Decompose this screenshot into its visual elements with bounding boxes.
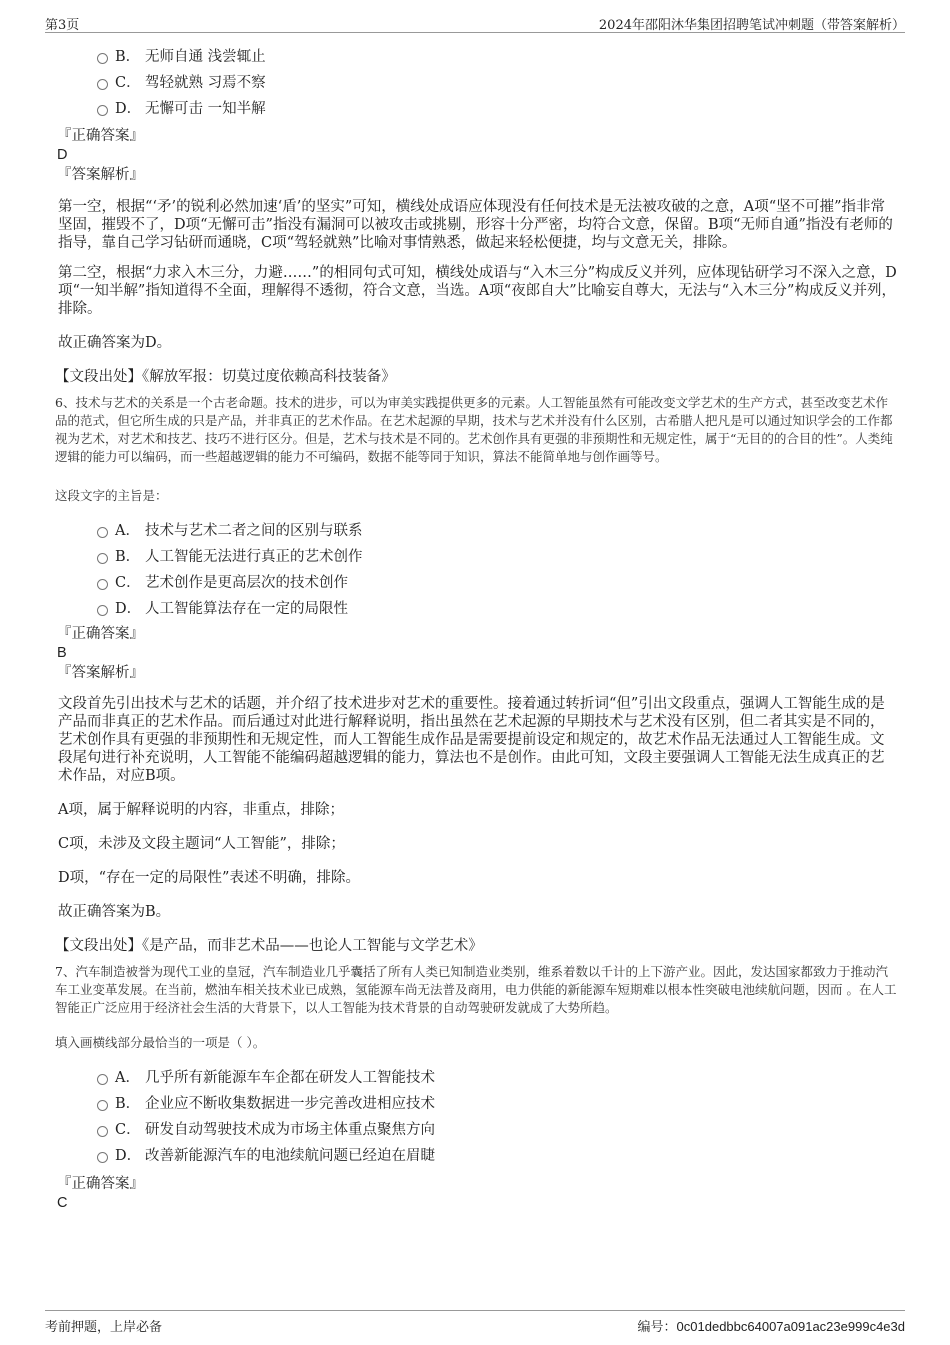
- option-a[interactable]: A． 技术与艺术二者之间的区别与联系: [97, 518, 897, 544]
- radio-icon[interactable]: [97, 527, 108, 538]
- option-c[interactable]: C． 驾轻就熟 习焉不察: [97, 70, 897, 96]
- question-text: 6、技术与艺术的关系是一个古老命题。技术的进步，可以为审美实践提供更多的元素。人工智能虽然有可能改变文学艺术的生产方式，甚至改变艺术作品的范式，但它所生成的只是产品，并非真正的艺术作品。在艺术起源的早期，技术与艺术并没有什么区别，古希腊人把凡是可以通过知识学会的工作都视为艺术，对艺术和技艺、技巧不进行区分。但是，艺术与技术是不同的。艺术创作具有更强的非预期性和无规定性，属于“无目的的合目的性”。人类纯逻辑的能力可以编码，而一些超越逻辑的能力不可编码，数据不能等同于知识，算法不能简单地与创作画等号。: [55, 395, 893, 464]
- code-value: 0c01dedbbc64007a091ac23e999c4e3d: [676, 1319, 905, 1334]
- analysis-paragraph: 文段首先引出技术与艺术的话题，并介绍了技术进步对艺术的重要性。接着通过转折词“但”引出文段重点，强调人工智能生成的是产品而非真正的艺术作品。而后通过对此进行解释说明，指出虽然在艺术起源的早期技术与艺术没有区别，但二者其实是不同的，艺术创作具有更强的非预期性和无规定性，而人工智能生成作品是需要提前设定和规定的，故艺术作品无法通过人工智能生成。文段尾句进行补充说明，人工智能不能编码超越逻辑的能力，算法也不是创作。由此可知，文段主要强调人工智能无法生成真正的艺术作品，对应B项。: [58, 696, 885, 784]
- q5-options: [55, 44, 897, 122]
- answer-label: 『正确答案』: [57, 626, 144, 642]
- question-text: 7、汽车制造被誉为现代工业的皇冠，汽车制造业几乎囊括了所有人类已知制造业类别，维系着数以千计的上下游产业。因此，发达国家都致力于推动汽车工业变革发展。在当前，燃油车相关技术业已成熟，氢能源车尚无法普及商用，电力供能的新能源车短期难以根本性突破电池续航问题，因而 。在人工智能正广泛应用于经济社会生活的大背景下，以人工智能为技术背景的自动驾驶研发就成了大势所趋。: [55, 964, 897, 1015]
- code-label: 编号：: [637, 1320, 677, 1335]
- option-b[interactable]: B． 人工智能无法进行真正的艺术创作: [97, 544, 897, 570]
- answer-value: B: [57, 645, 67, 661]
- document-title: 2024年邵阳沐华集团招聘笔试冲刺题（带答案解析）: [598, 18, 905, 33]
- option-d[interactable]: D． 改善新能源汽车的电池续航问题已经迫在眉睫: [97, 1143, 897, 1169]
- document-code: [638, 1316, 905, 1335]
- radio-icon[interactable]: [97, 553, 108, 564]
- page-header: [45, 12, 905, 33]
- radio-icon[interactable]: [97, 1126, 108, 1137]
- analysis-label: 『答案解析』: [57, 665, 144, 681]
- q6-options: [55, 518, 897, 622]
- analysis-label: 『答案解析』: [57, 167, 144, 183]
- q7-options: [55, 1065, 897, 1169]
- radio-icon[interactable]: [97, 1074, 108, 1085]
- answer-value: D: [57, 147, 68, 163]
- analysis-conclusion: 故正确答案为B。: [58, 904, 171, 920]
- radio-icon[interactable]: [97, 1100, 108, 1111]
- question-prompt: 填入画横线部分最恰当的一项是（ ）。: [55, 1035, 266, 1050]
- page-number: 第3页: [45, 18, 80, 33]
- page-content: [55, 44, 897, 1212]
- page-footer: [45, 1310, 905, 1335]
- question-prompt: 这段文字的主旨是：: [55, 488, 168, 503]
- radio-icon[interactable]: [97, 79, 108, 90]
- analysis-conclusion: 故正确答案为D。: [58, 335, 172, 351]
- analysis-paragraph: 第一空，根据“‘矛’的锐利必然加速‘盾’的坚实”可知，横线处成语应体现没有任何技术是无法被攻破的之意，A项“坚不可摧”指非常坚固，摧毁不了，D项“无懈可击”指没有漏洞可以被攻击或挑剔，形容十分严密，均符合文意，保留。B项“无师自通”指没有老师的指导，靠自己学习钻研而通晓，C项“驾轻就熟”比喻对事情熟悉，做起来轻松便捷，均与文意无关，排除。: [58, 199, 893, 251]
- answer-label: 『正确答案』: [57, 128, 144, 144]
- option-d[interactable]: D． 人工智能算法存在一定的局限性: [97, 596, 897, 622]
- source-citation: 【文段出处】《解放军报：切莫过度依赖高科技装备》: [55, 369, 396, 385]
- option-a[interactable]: A． 几乎所有新能源车车企都在研发人工智能技术: [97, 1065, 897, 1091]
- source-citation: 【文段出处】《是产品，而非艺术品——也论人工智能与文学艺术》: [55, 938, 483, 954]
- option-d[interactable]: D． 无懈可击 一知半解: [97, 96, 897, 122]
- analysis-paragraph: 第二空，根据“力求入木三分，力避……”的相同句式可知，横线处成语与“入木三分”构成反义并列，应体现钻研学习不深入之意，D项“一知半解”指知道得不全面，理解得不透彻，符合文意，当选。A项“夜郎自大”比喻妄自尊大，无法与“入木三分”构成反义并列，排除。: [58, 265, 897, 317]
- analysis-point: A项，属于解释说明的内容，非重点，排除；: [58, 802, 344, 818]
- analysis-point: C项，未涉及文段主题词“人工智能”，排除；: [58, 836, 345, 852]
- option-b[interactable]: B． 企业应不断收集数据进一步完善改进相应技术: [97, 1091, 897, 1117]
- answer-value: C: [57, 1195, 68, 1211]
- radio-icon[interactable]: [97, 605, 108, 616]
- answer-label: 『正确答案』: [57, 1176, 144, 1192]
- radio-icon[interactable]: [97, 53, 108, 64]
- analysis-point: D项，“存在一定的局限性”表述不明确，排除。: [58, 870, 360, 886]
- footer-slogan: 考前押题，上岸必备: [45, 1320, 163, 1335]
- radio-icon[interactable]: [97, 579, 108, 590]
- radio-icon[interactable]: [97, 1152, 108, 1163]
- option-b[interactable]: B． 无师自通 浅尝辄止: [97, 44, 897, 70]
- option-c[interactable]: C． 艺术创作是更高层次的技术创作: [97, 570, 897, 596]
- option-c[interactable]: C． 研发自动驾驶技术成为市场主体重点聚焦方向: [97, 1117, 897, 1143]
- radio-icon[interactable]: [97, 105, 108, 116]
